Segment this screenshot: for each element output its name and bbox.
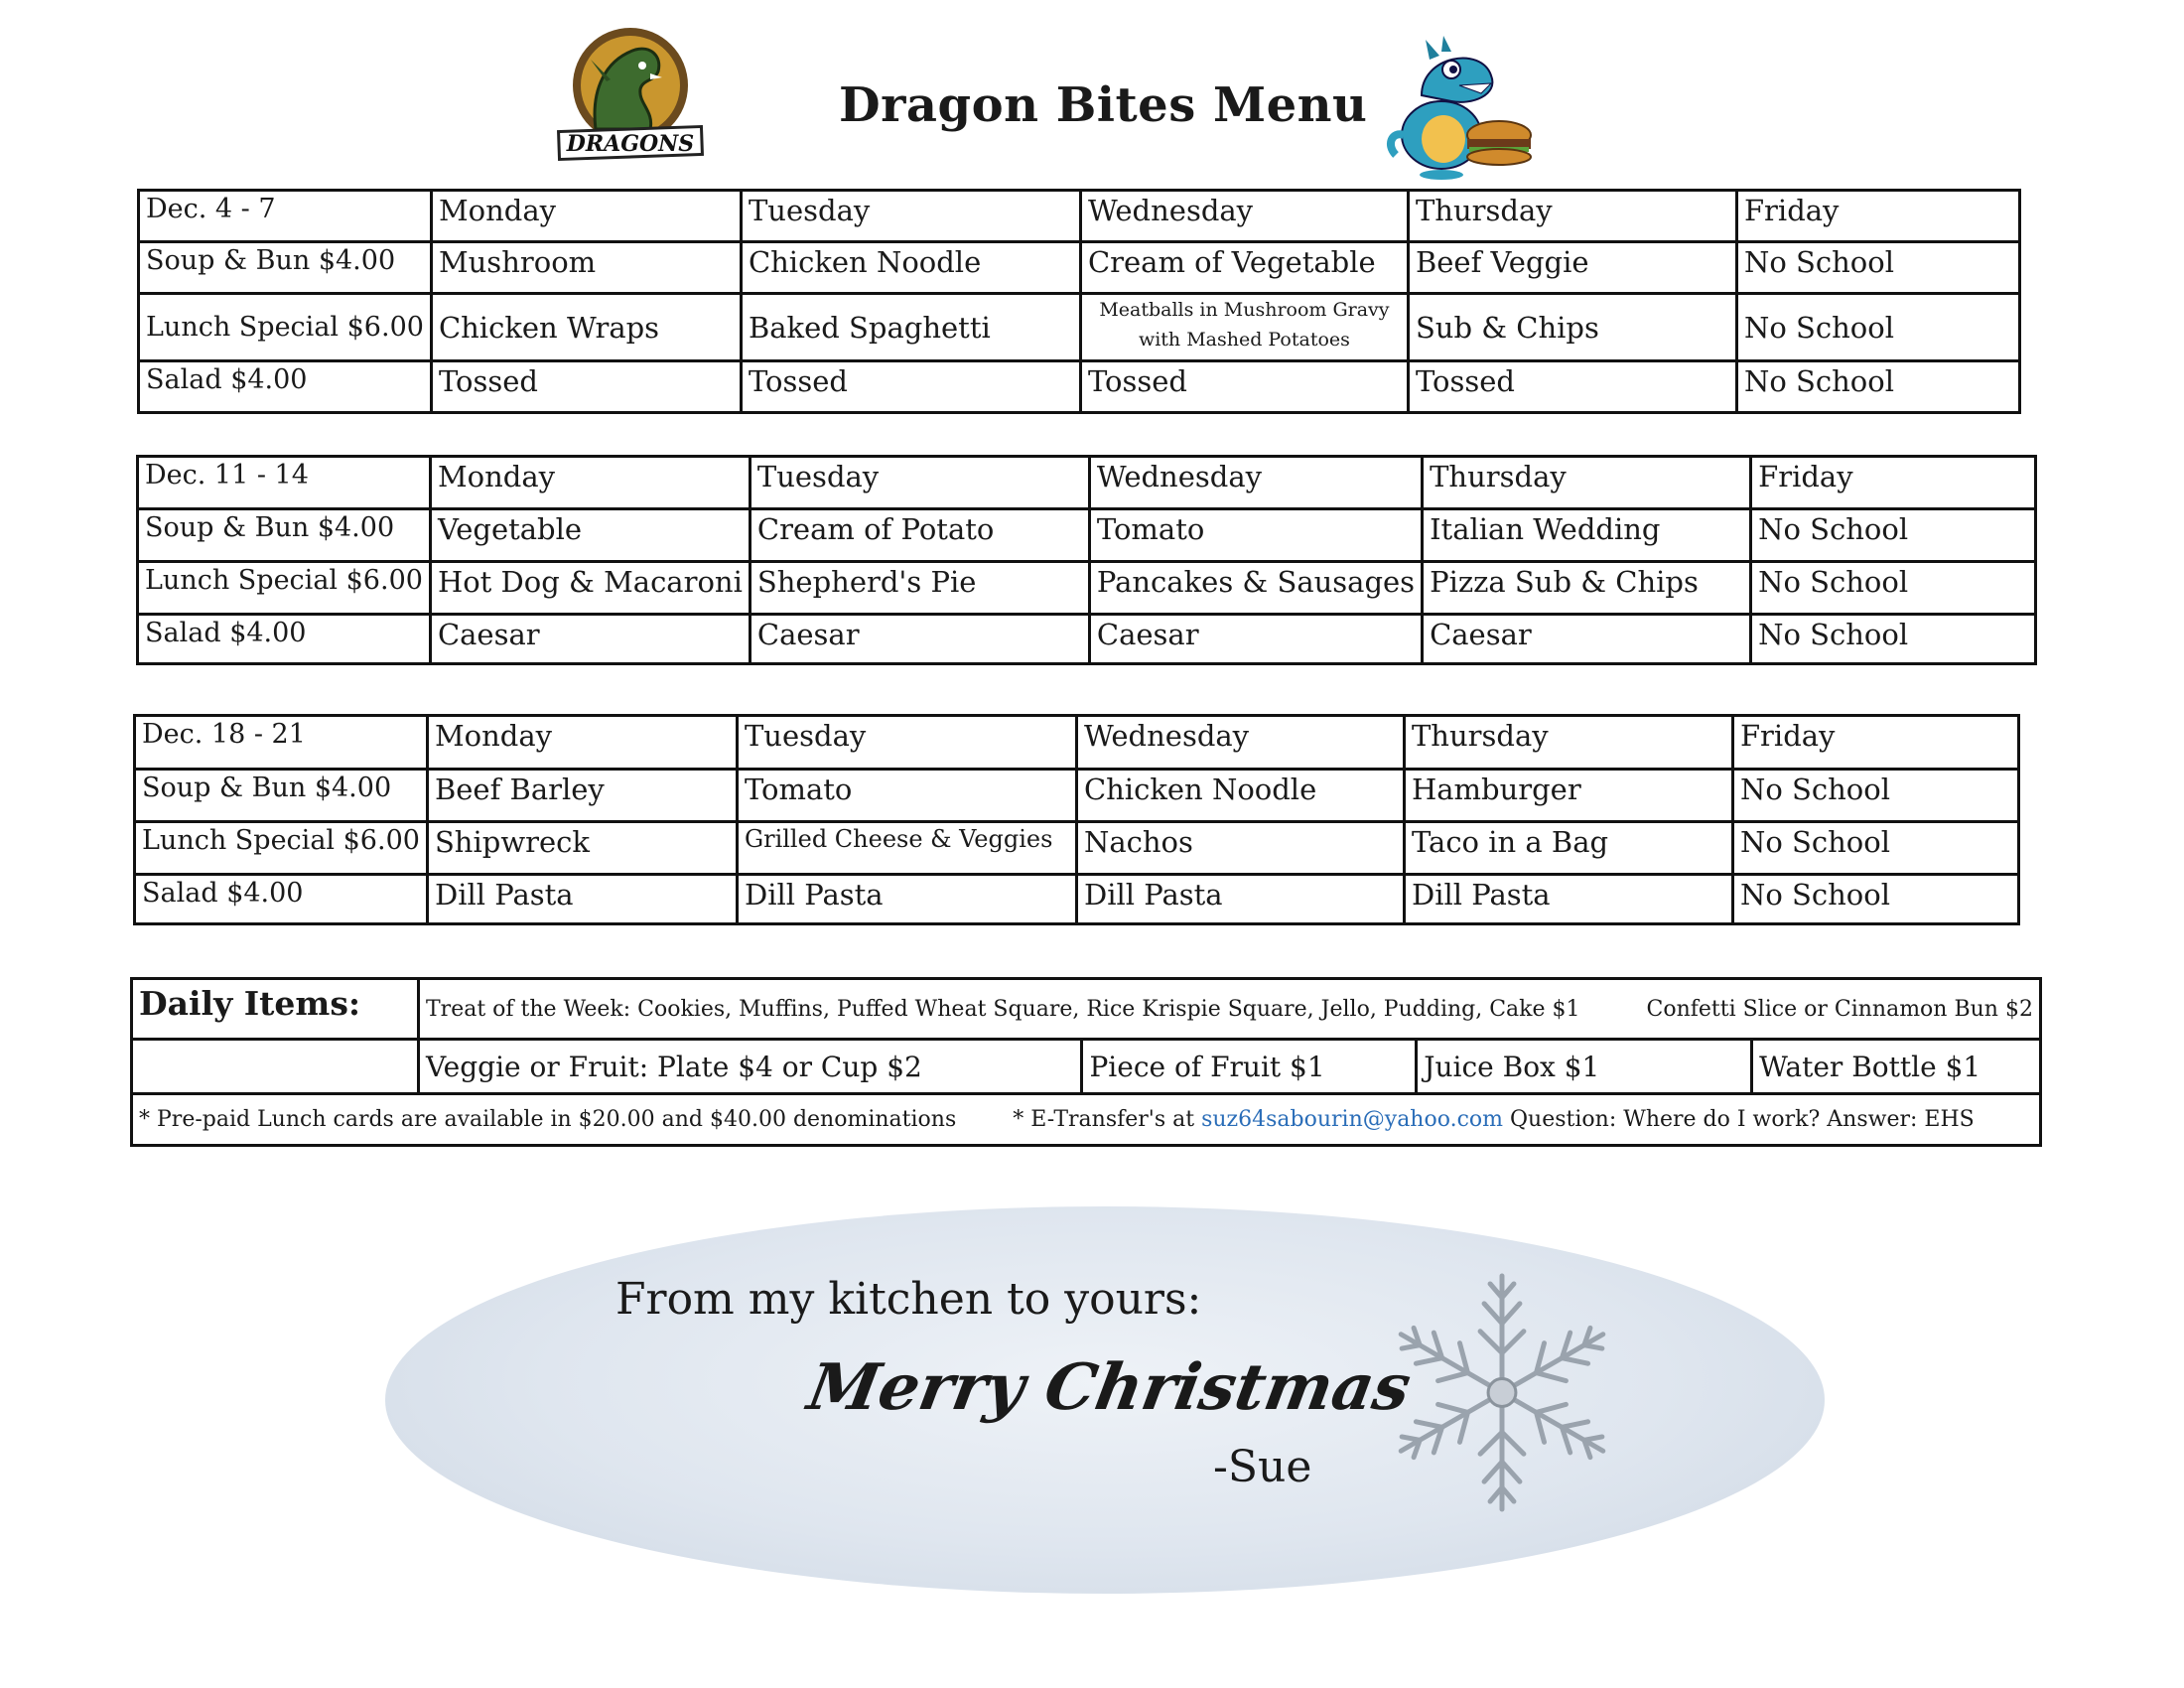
row-label: Soup & Bun $4.00	[135, 770, 428, 822]
menu-cell: No School	[1732, 770, 2018, 822]
menu-cell: Beef Veggie	[1408, 242, 1736, 294]
menu-cell: Caesar	[1089, 615, 1422, 664]
menu-cell: Hamburger	[1404, 770, 1732, 822]
menu-cell: Caesar	[1423, 615, 1751, 664]
menu-cell: Cream of Vegetable	[1080, 242, 1408, 294]
day-header: Friday	[1751, 457, 2036, 509]
week-table-dec-18-21	[133, 714, 2020, 925]
menu-cell: Nachos	[1076, 822, 1404, 875]
menu-cell: No School	[1736, 242, 2019, 294]
week-range: Dec. 4 - 7	[139, 191, 432, 242]
menu-cell: Pancakes & Sausages	[1089, 562, 1422, 615]
week-range: Dec. 18 - 21	[135, 716, 428, 770]
menu-cell: Tossed	[431, 361, 741, 413]
menu-cell: No School	[1751, 615, 2036, 664]
juice-box: Juice Box $1	[1417, 1040, 1752, 1094]
snowflake-icon	[1388, 1266, 1616, 1519]
day-header: Friday	[1732, 716, 2018, 770]
menu-cell: Tomato	[1089, 509, 1422, 562]
day-header: Wednesday	[1080, 191, 1408, 242]
piece-of-fruit: Piece of Fruit $1	[1082, 1040, 1417, 1094]
page-title: Dragon Bites Menu	[839, 77, 1368, 133]
menu-cell: Dill Pasta	[1076, 875, 1404, 924]
menu-cell: Caesar	[430, 615, 750, 664]
veggie-fruit: Veggie or Fruit: Plate $4 or Cup $2	[419, 1040, 1082, 1094]
menu-cell: Dill Pasta	[737, 875, 1076, 924]
row-label: Salad $4.00	[135, 875, 428, 924]
day-header: Monday	[430, 457, 750, 509]
row-label: Lunch Special $6.00	[138, 562, 431, 615]
menu-cell: No School	[1751, 509, 2036, 562]
menu-cell: Caesar	[750, 615, 1089, 664]
confetti-text: Confetti Slice or Cinnamon Bun $2	[1646, 996, 2033, 1022]
menu-cell: Chicken Wraps	[431, 294, 741, 361]
water-bottle: Water Bottle $1	[1752, 1040, 2041, 1094]
menu-cell: No School	[1751, 562, 2036, 615]
menu-cell: Chicken Noodle	[1076, 770, 1404, 822]
daily-items-header: Daily Items:	[132, 979, 419, 1040]
menu-cell: Shipwreck	[427, 822, 737, 875]
day-header: Thursday	[1408, 191, 1736, 242]
treat-of-week	[419, 979, 2041, 1040]
menu-cell: Mushroom	[431, 242, 741, 294]
menu-cell: No School	[1736, 361, 2019, 413]
dragon-burger-icon	[1382, 36, 1541, 181]
day-header: Thursday	[1404, 716, 1732, 770]
menu-cell: No School	[1732, 822, 2018, 875]
menu-cell: Shepherd's Pie	[750, 562, 1089, 615]
day-header: Tuesday	[737, 716, 1076, 770]
day-header: Tuesday	[750, 457, 1089, 509]
week-table-dec-11-14	[136, 455, 2037, 665]
week-range: Dec. 11 - 14	[138, 457, 431, 509]
menu-cell: Tossed	[1408, 361, 1736, 413]
menu-cell: No School	[1732, 875, 2018, 924]
greeting-line: From my kitchen to yours:	[615, 1274, 1202, 1325]
day-header: Monday	[431, 191, 741, 242]
question-note: Question: Where do I work? Answer: EHS	[1510, 1107, 1975, 1132]
menu-cell: Baked Spaghetti	[741, 294, 1080, 361]
logo-text: DRAGONS	[566, 131, 695, 157]
dragons-logo-icon	[551, 20, 710, 167]
daily-items-table	[130, 977, 2042, 1147]
menu-cell: Beef Barley	[427, 770, 737, 822]
menu-cell: Vegetable	[430, 509, 750, 562]
menu-cell: Italian Wedding	[1423, 509, 1751, 562]
row-label: Soup & Bun $4.00	[139, 242, 432, 294]
payment-notes	[132, 1094, 2041, 1146]
menu-cell: Grilled Cheese & Veggies	[737, 822, 1076, 875]
week-table-dec-4-7	[137, 189, 2021, 414]
row-label: Salad $4.00	[138, 615, 431, 664]
email-link[interactable]: suz64sabourin@yahoo.com	[1201, 1107, 1504, 1132]
row-label: Lunch Special $6.00	[139, 294, 432, 361]
row-label: Lunch Special $6.00	[135, 822, 428, 875]
row-label: Soup & Bun $4.00	[138, 509, 431, 562]
day-header: Monday	[427, 716, 737, 770]
menu-cell: Cream of Potato	[750, 509, 1089, 562]
menu-cell: Dill Pasta	[427, 875, 737, 924]
merry-christmas: Merry Christmas	[802, 1350, 1417, 1425]
menu-cell: Dill Pasta	[1404, 875, 1732, 924]
menu-cell: Sub & Chips	[1408, 294, 1736, 361]
day-header: Wednesday	[1076, 716, 1404, 770]
menu-cell: Tossed	[1080, 361, 1408, 413]
prepaid-note: * Pre-paid Lunch cards are available in $20.00 and $40.00 denominations	[139, 1107, 957, 1132]
day-header: Friday	[1736, 191, 2019, 242]
menu-cell: Taco in a Bag	[1404, 822, 1732, 875]
empty-cell	[132, 1040, 419, 1094]
menu-cell: Meatballs in Mushroom Gravy with Mashed Potatoes	[1080, 294, 1408, 361]
menu-cell: Pizza Sub & Chips	[1423, 562, 1751, 615]
menu-cell: Tossed	[741, 361, 1080, 413]
menu-cell: No School	[1736, 294, 2019, 361]
day-header: Wednesday	[1089, 457, 1422, 509]
menu-cell: Tomato	[737, 770, 1076, 822]
treat-text: Treat of the Week: Cookies, Muffins, Puffed Wheat Square, Rice Krispie Square, Jello, Pudding, Cake $1	[426, 996, 1580, 1022]
menu-cell: Chicken Noodle	[741, 242, 1080, 294]
menu-cell: Hot Dog & Macaroni	[430, 562, 750, 615]
day-header: Tuesday	[741, 191, 1080, 242]
row-label: Salad $4.00	[139, 361, 432, 413]
signature: -Sue	[1213, 1442, 1312, 1492]
etransfer-note: * E-Transfer's at	[1013, 1107, 1195, 1132]
day-header: Thursday	[1423, 457, 1751, 509]
